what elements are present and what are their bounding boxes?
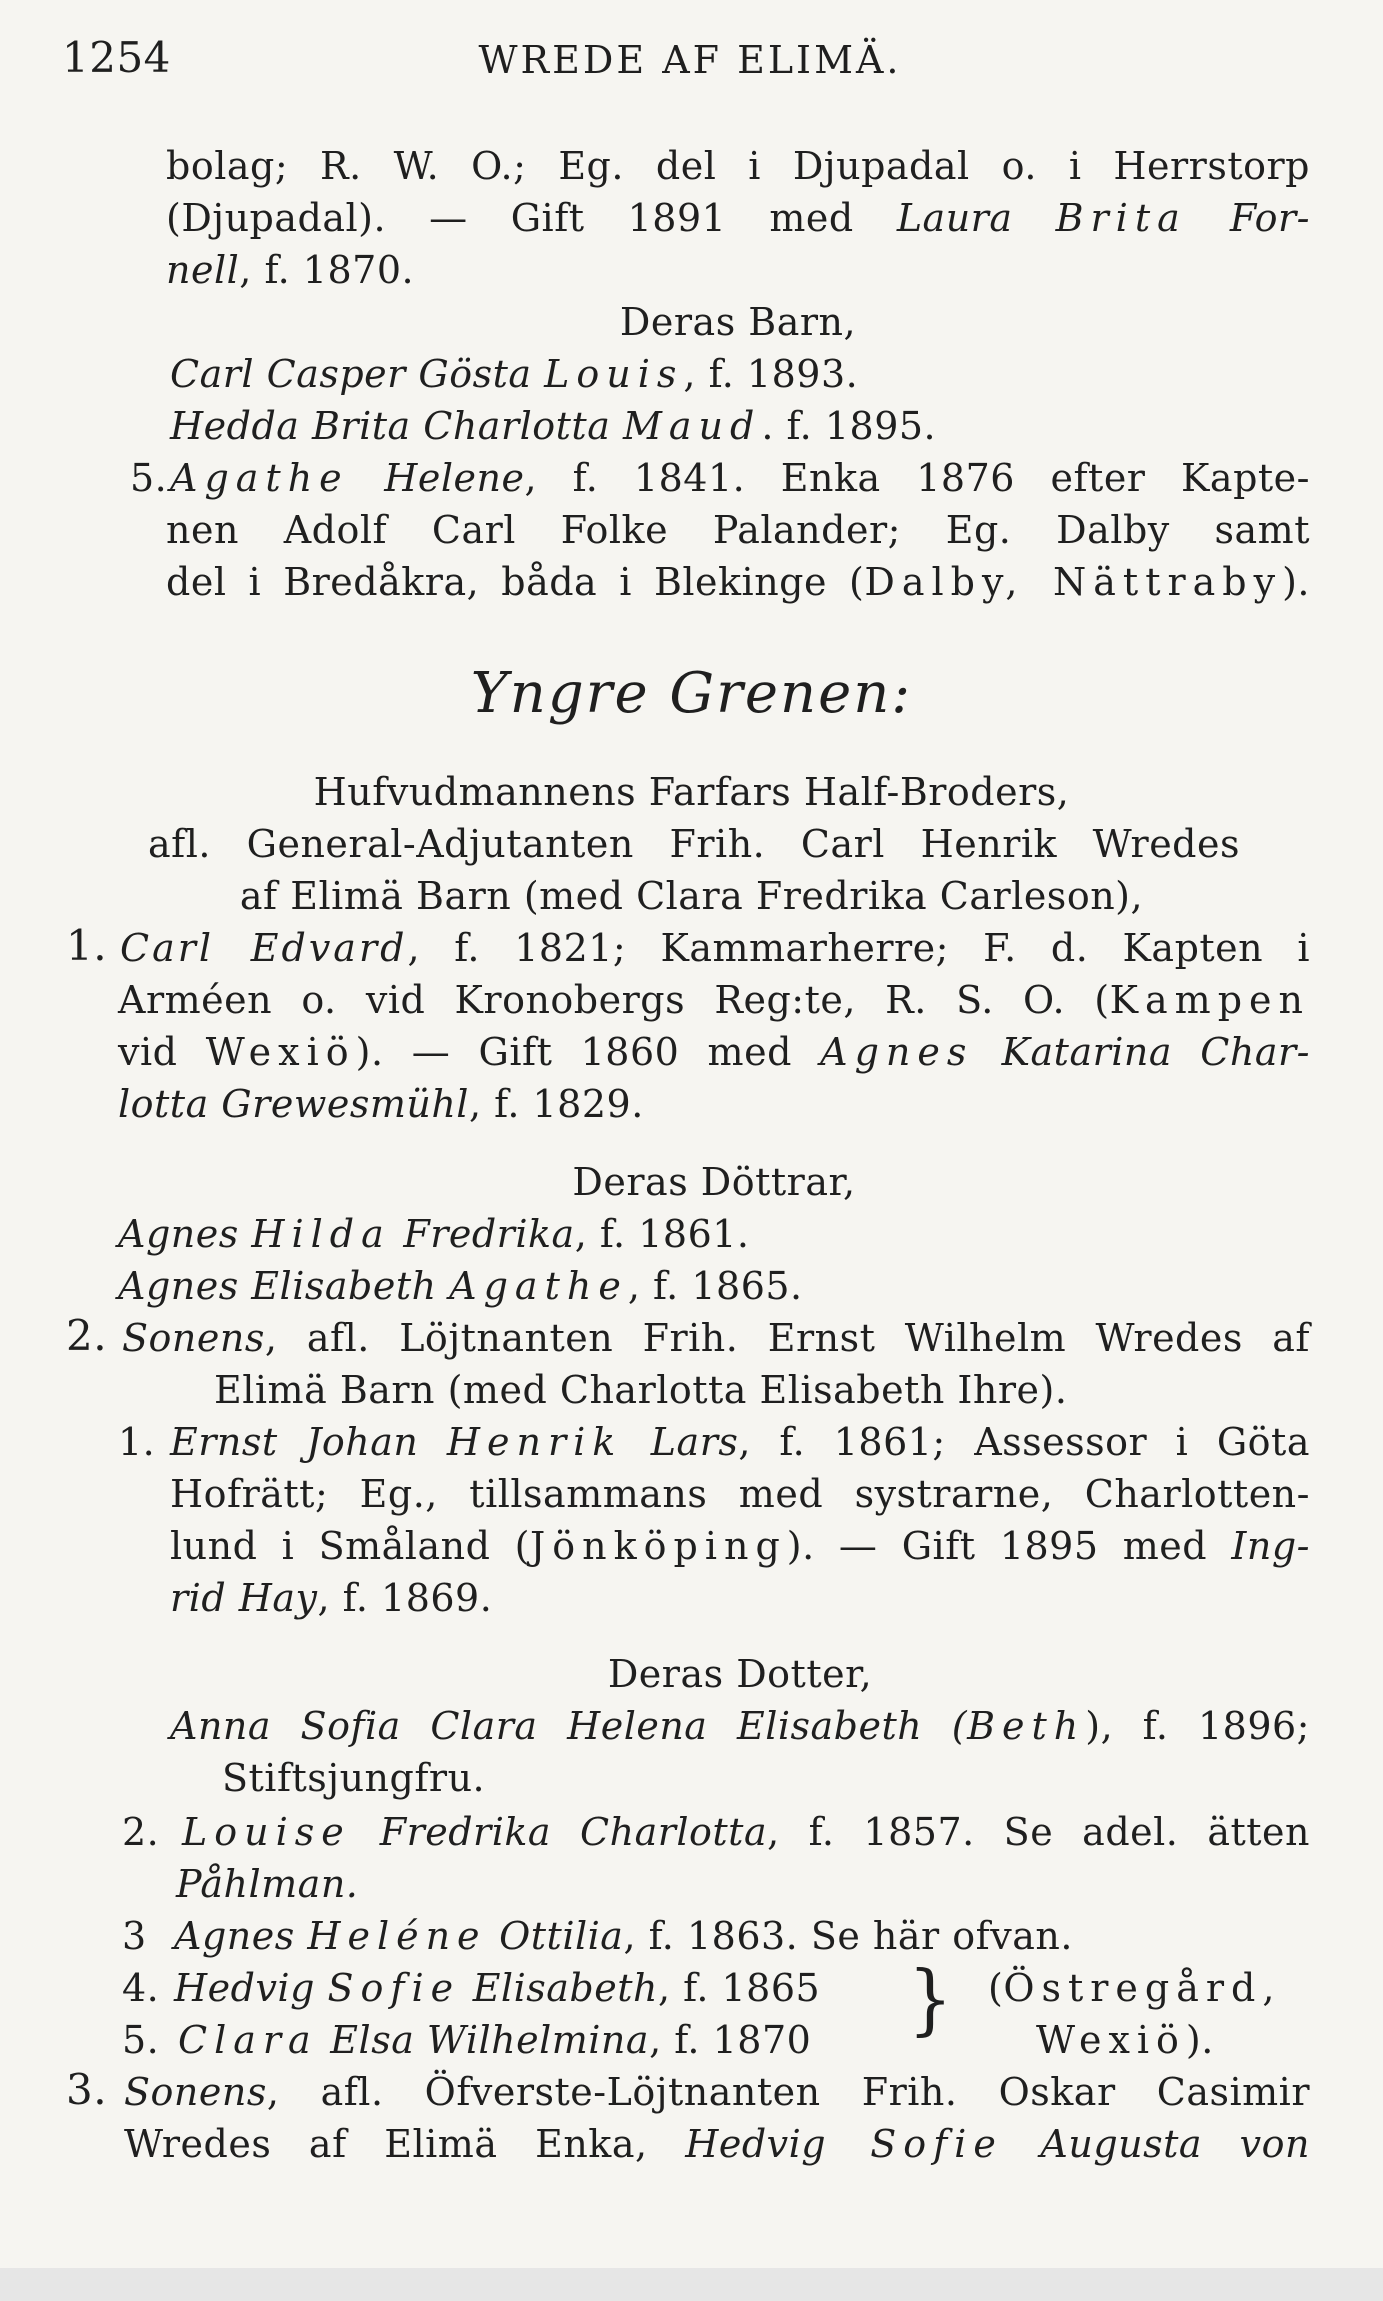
child-name: Carl Casper Gösta <box>170 352 545 396</box>
call-name: Louise <box>182 1810 351 1854</box>
text: Wredes af Elimä Enka, <box>124 2122 686 2166</box>
e1-line3 <box>118 1030 1310 1074</box>
text: ( <box>988 1966 1004 2010</box>
child-call-name: Maud <box>622 404 762 448</box>
call-name: Hilda <box>251 1212 391 1256</box>
text: ). — Gift 1895 med <box>786 1524 1232 1568</box>
e3-line2 <box>124 2122 1310 2166</box>
text: , f. 1865 <box>657 1966 821 2010</box>
place-name: Wexiö <box>1036 2018 1186 2062</box>
e2-s4-number: 4. <box>122 1966 160 2010</box>
text: Sonens <box>122 1316 265 1360</box>
call-name: Clara <box>178 2018 318 2062</box>
text: del i Bredåkra, båda i Blekinge ( <box>166 560 865 604</box>
e2-s3-number: 3 <box>122 1914 147 1958</box>
call-name: Beth <box>967 1704 1086 1748</box>
e3-number: 3. <box>66 2065 108 2114</box>
spouse-name: Ing- <box>1231 1524 1310 1568</box>
call-name: Henrik <box>446 1420 623 1464</box>
e2-s1-daughter-heading: Deras Dotter, <box>607 1652 873 1696</box>
spouse-call-name: Agnes <box>820 1030 974 1074</box>
name: Fredrika Charlotta <box>350 1810 768 1854</box>
e2-s2-line1 <box>182 1810 1310 1854</box>
place-names: Dalby, Nättraby <box>864 560 1283 604</box>
e3-line1 <box>124 2070 1310 2114</box>
name: Hedvig <box>174 1966 328 2010</box>
child-name: Hedda Brita Charlotta <box>170 404 623 448</box>
e2-place-line1 <box>988 1966 1281 2010</box>
place-name: Jönköping <box>530 1524 787 1568</box>
text: , f. 1861; Assessor i Göta <box>738 1420 1310 1464</box>
e1-daughter-2 <box>118 1264 803 1308</box>
spouse-surname-end: nell <box>166 248 240 292</box>
person-call-name: Agathe <box>170 456 349 500</box>
text: ). <box>1185 2018 1214 2062</box>
text: , f. 1870. <box>239 248 415 292</box>
brace: } <box>908 1953 953 2045</box>
text: , f. 1841. Enka 1876 efter Kapte- <box>524 456 1310 500</box>
place-name: Östregård, <box>1003 1966 1282 2010</box>
e2-s1-line4 <box>170 1576 492 1620</box>
text: , f. 1857. Se adel. ätten <box>767 1810 1310 1854</box>
child-birth: , f. 1893. <box>683 352 859 396</box>
text: Sonens <box>124 2070 267 2114</box>
child-call-name: Louis <box>544 352 684 396</box>
e1-line2 <box>118 978 1310 1022</box>
place-name: Wexiö <box>205 1030 356 1074</box>
children-heading: Deras Barn, <box>619 300 857 344</box>
name: Elsa Wilhelmina <box>317 2018 650 2062</box>
intro-line3: af Elimä Barn (med Clara Fredrika Carleson), <box>239 874 1144 918</box>
text: , f. 1869. <box>317 1576 493 1620</box>
intro-line2: afl. General-Adjutanten Frih. Carl Henrik Wredes <box>148 822 1240 866</box>
text: ). — Gift 1860 med <box>355 1030 821 1074</box>
name: Lars <box>622 1420 739 1464</box>
call-name: Sofie <box>826 2122 1003 2166</box>
call-name: Agathe <box>449 1264 628 1308</box>
spouse-call-name: Brita <box>1055 196 1187 240</box>
name: Agnes <box>174 1914 308 1958</box>
e2-s1-number: 1. <box>118 1420 156 1464</box>
e2-s1-line3 <box>170 1524 1310 1568</box>
child-2 <box>170 404 936 448</box>
text: , f. 1863. Se här ofvan. <box>623 1914 1073 1958</box>
name: Anna Sofia Clara Helena Elisabeth ( <box>170 1704 968 1748</box>
e2-s1-daughter <box>170 1704 1310 1748</box>
text: , f. 1829. <box>468 1082 644 1126</box>
entry4-line1: bolag; R. W. O.; Eg. del i Djupadal o. i Herrstorp <box>166 144 1310 188</box>
name: Hedvig <box>685 2122 827 2166</box>
text: ), f. 1896; <box>1085 1704 1310 1748</box>
e1-daughter-1 <box>118 1212 750 1256</box>
e2-s5-number: 5. <box>122 2018 160 2062</box>
name: Augusta von <box>1002 2122 1311 2166</box>
spouse-surname: For- <box>1229 196 1310 240</box>
e1-line4 <box>118 1082 644 1126</box>
e2-line2: Elimä Barn (med Charlotta Elisabeth Ihre). <box>214 1368 1068 1412</box>
spouse-surname: Hay <box>226 1576 318 1620</box>
text: , f. 1870 <box>649 2018 812 2062</box>
section-title: Yngre Grenen: <box>470 661 913 726</box>
e2-s4-line1 <box>174 1966 820 2010</box>
e2-s1-line2: Hofrätt; Eg., tillsammans med systrarne, Charlotten- <box>170 1472 1310 1516</box>
e2-place-line2 <box>1036 2018 1214 2062</box>
child-1 <box>170 352 858 396</box>
call-name: Sofie <box>327 1966 461 2010</box>
text: lund i Småland ( <box>170 1524 530 1568</box>
spouse-name: rid <box>170 1576 227 1620</box>
text: , f. 1821; Kammarherre; F. d. Kapten i <box>407 926 1310 970</box>
intro-line1: Hufvudmannens Farfars Half-Broders, <box>313 770 1070 814</box>
call-name: Heléne <box>307 1914 487 1958</box>
page-number: 1254 <box>62 33 171 82</box>
text: (Djupadal). — Gift 1891 med <box>166 196 897 240</box>
entry4-line2 <box>166 196 1310 240</box>
name: Agnes <box>118 1212 252 1256</box>
e2-s5-line1 <box>178 2018 811 2062</box>
text: , afl. Löjtnanten Frih. Ernst Wilhelm Wredes af <box>264 1316 1310 1360</box>
place-name: Kampen <box>1109 978 1310 1022</box>
scan-margin <box>0 2268 1383 2301</box>
e2-s2-line2 <box>176 1862 358 1906</box>
person-name: Helene <box>348 456 525 500</box>
e1-number: 1. <box>66 921 108 970</box>
name: Agnes Elisabeth <box>118 1264 450 1308</box>
spouse-name: Laura <box>896 196 1013 240</box>
family-name: Påhlman. <box>176 1862 359 1906</box>
entry5-line2: nen Adolf Carl Folke Palander; Eg. Dalby samt <box>166 508 1310 552</box>
text: ). <box>1282 560 1310 604</box>
e2-s2-number: 2. <box>122 1810 160 1854</box>
text: vid <box>118 1030 206 1074</box>
e2-s1-daughter-line2: Stiftsjungfru. <box>222 1756 486 1800</box>
name: Fredrika <box>390 1212 575 1256</box>
e1-line1 <box>120 926 1310 970</box>
text: , afl. Öfverste-Löjtnanten Frih. Oskar Casimir <box>266 2070 1310 2114</box>
child-birth: . f. 1895. <box>761 404 937 448</box>
spouse-surname: lotta Grewesmühl <box>118 1082 469 1126</box>
e2-s1-line1 <box>170 1420 1310 1464</box>
name: Elisabeth <box>460 1966 658 2010</box>
e2-s3-line1 <box>174 1914 1073 1958</box>
name: Ottilia <box>486 1914 624 1958</box>
entry4-line3 <box>166 248 414 292</box>
spouse-name: Katarina Char- <box>973 1030 1311 1074</box>
entry5-line3 <box>166 560 1310 604</box>
text: Arméen o. vid Kronobergs Reg:te, R. S. O. ( <box>118 978 1110 1022</box>
entry5-line1 <box>170 456 1310 500</box>
name: Ernst Johan <box>170 1420 447 1464</box>
e2-number: 2. <box>66 1311 108 1360</box>
birth: , f. 1861. <box>574 1212 750 1256</box>
birth: , f. 1865. <box>627 1264 803 1308</box>
person-name: Carl Edvard <box>120 926 408 970</box>
e2-line1 <box>122 1316 1310 1360</box>
running-title: WREDE AF ELIMÄ. <box>478 38 902 82</box>
entry5-number: 5. <box>130 456 168 500</box>
e1-daughters-heading: Deras Döttrar, <box>572 1160 856 1204</box>
